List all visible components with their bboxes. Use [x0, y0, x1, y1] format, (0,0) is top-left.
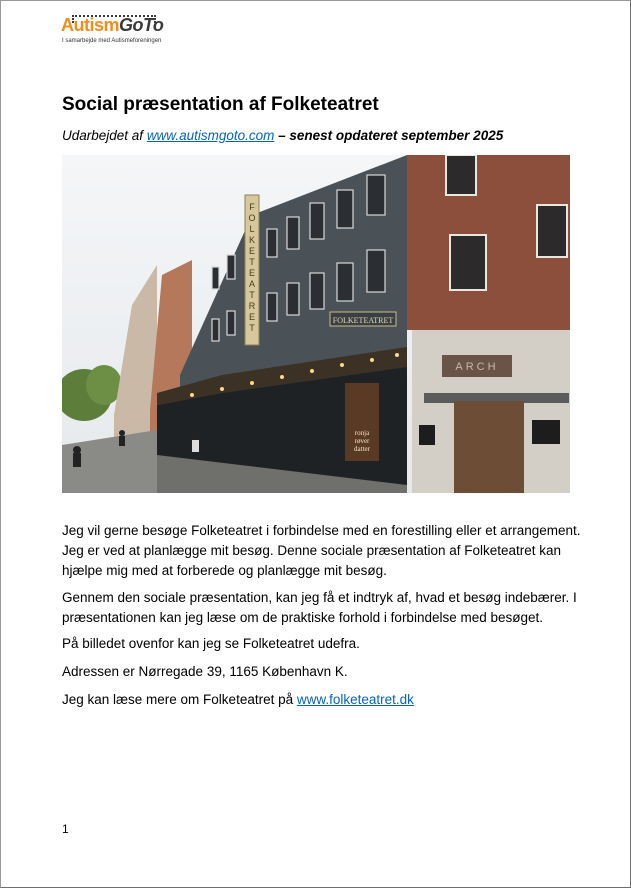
subtitle-suffix: – senest opdateret september 2025 [274, 128, 504, 143]
page-title: Social præsentation af Folketeatret [62, 94, 379, 115]
logo-tagline: I samarbejde med Autismeforeningen [62, 38, 162, 44]
paragraph-address: Adressen er Nørregade 39, 1165 København K. [62, 664, 348, 679]
facade-sign-text: FOLKETEATRET [332, 316, 394, 325]
paragraph-photo-caption: På billedet ovenfor kan jeg se Folketeatret udefra. [62, 636, 360, 651]
autismgoto-logo [61, 15, 164, 49]
logo-word-goto: GoTo [119, 15, 164, 35]
paragraph-intro: Jeg vil gerne besøge Folketeatret i forbindelse med en forestilling eller et arrangement. Jeg er ved at planlægge mit besøg. Denne sociale præsentation af Folketeatret kan hjælpe mig med at forberede og planlægge mit besøg. [62, 523, 581, 578]
subtitle [62, 128, 503, 143]
poster-text: ronja røver datter [354, 429, 370, 453]
arch-sign-text: ARCH [455, 361, 499, 373]
vertical-sign-text: F O L K E T E A T R E T [248, 202, 256, 333]
paragraph-more-info [62, 690, 582, 710]
more-info-text: Jeg kan læse mere om Folketeatret på [62, 692, 297, 707]
page-number: 1 [62, 822, 69, 836]
autismgoto-link[interactable]: www.autismgoto.com [146, 128, 275, 143]
paragraph-purpose: Gennem den sociale præsentation, kan jeg få et indtryk af, hvad et besøg indebærer. I præsentationen kan jeg læse om de praktiske forhold i forbindelse med besøget. [62, 590, 577, 625]
logo-wordmark [61, 15, 164, 35]
subtitle-prefix: Udarbejdet af [62, 128, 147, 143]
folketeatret-link[interactable]: www.folketeatret.dk [296, 692, 414, 707]
logo-word-autism: Autism [61, 15, 120, 35]
folketeatret-photo [62, 155, 570, 493]
